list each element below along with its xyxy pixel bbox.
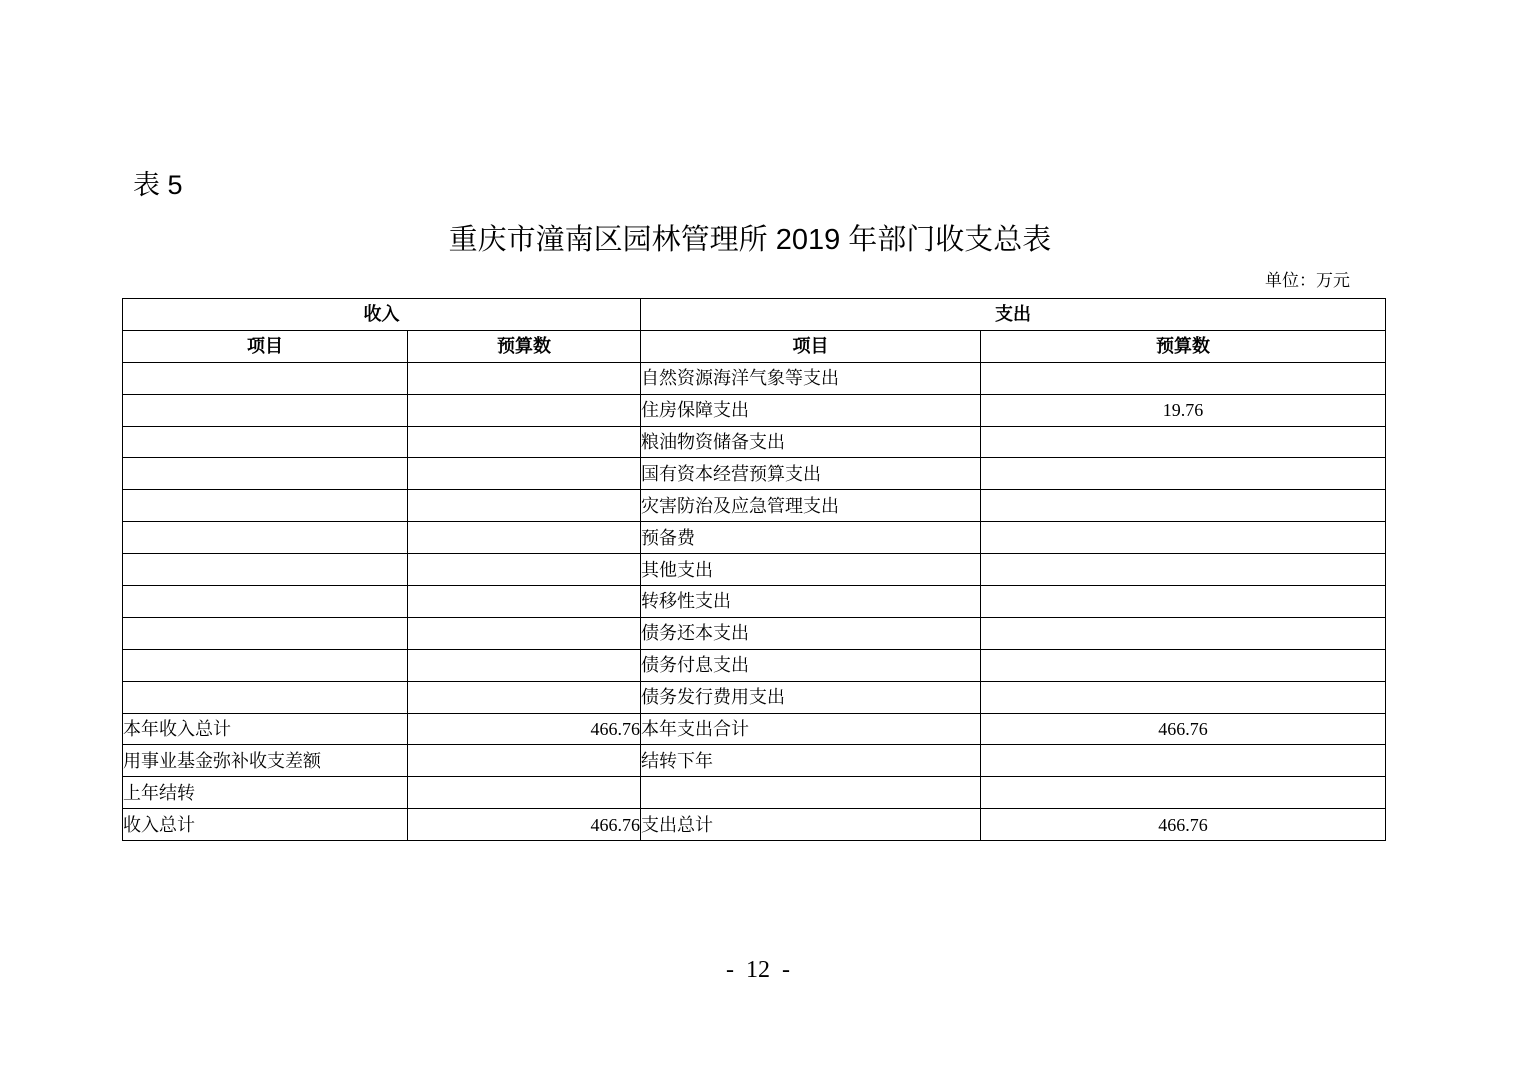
income-item-cell	[123, 458, 408, 490]
total-row	[123, 809, 1386, 841]
table-row	[123, 617, 1386, 649]
expense-group-header: 支出	[641, 299, 1386, 331]
column-header-row	[123, 330, 1386, 362]
income-budget-cell: 466.76	[408, 809, 641, 841]
expense-budget-cell: 466.76	[981, 713, 1386, 745]
expense-item-cell: 支出总计	[641, 809, 981, 841]
expense-budget-cell	[981, 777, 1386, 809]
income-budget-cell	[408, 426, 641, 458]
table-row	[123, 586, 1386, 618]
expense-budget-cell	[981, 681, 1386, 713]
income-item-header: 项目	[123, 330, 408, 362]
income-item-cell	[123, 394, 408, 426]
expense-budget-cell	[981, 649, 1386, 681]
expense-budget-cell: 466.76	[981, 809, 1386, 841]
income-item-cell	[123, 649, 408, 681]
table-row	[123, 490, 1386, 522]
expense-item-cell: 债务付息支出	[641, 649, 981, 681]
expense-budget-cell	[981, 745, 1386, 777]
expense-item-cell: 债务发行费用支出	[641, 681, 981, 713]
expense-budget-cell	[981, 426, 1386, 458]
income-item-cell	[123, 426, 408, 458]
expense-item-cell: 其他支出	[641, 554, 981, 586]
expense-budget-cell	[981, 554, 1386, 586]
page-number: - 12 -	[726, 957, 790, 983]
expense-budget-cell	[981, 490, 1386, 522]
expense-item-header: 项目	[641, 330, 981, 362]
table-row	[123, 522, 1386, 554]
table-label: 表 5	[133, 170, 183, 200]
income-item-cell	[123, 522, 408, 554]
table-row	[123, 649, 1386, 681]
expense-item-cell: 住房保障支出	[641, 394, 981, 426]
income-budget-cell	[408, 554, 641, 586]
income-budget-cell	[408, 362, 641, 394]
expense-item-cell: 转移性支出	[641, 586, 981, 618]
income-budget-cell	[408, 490, 641, 522]
table-row	[123, 777, 1386, 809]
income-item-cell: 本年收入总计	[123, 713, 408, 745]
income-item-cell	[123, 554, 408, 586]
income-budget-cell	[408, 586, 641, 618]
expense-budget-cell	[981, 362, 1386, 394]
group-header-row	[123, 299, 1386, 331]
table-row	[123, 426, 1386, 458]
table-row	[123, 554, 1386, 586]
expense-item-cell: 结转下年	[641, 745, 981, 777]
income-budget-cell	[408, 777, 641, 809]
income-item-cell	[123, 617, 408, 649]
income-budget-header: 预算数	[408, 330, 641, 362]
expense-item-cell: 债务还本支出	[641, 617, 981, 649]
income-item-cell: 用事业基金弥补收支差额	[123, 745, 408, 777]
expense-budget-cell: 19.76	[981, 394, 1386, 426]
table-row	[123, 458, 1386, 490]
income-item-cell	[123, 586, 408, 618]
income-group-header: 收入	[123, 299, 641, 331]
income-budget-cell: 466.76	[408, 713, 641, 745]
income-budget-cell	[408, 394, 641, 426]
income-item-cell	[123, 490, 408, 522]
budget-table	[122, 298, 1386, 841]
expense-budget-cell	[981, 458, 1386, 490]
table-row	[123, 681, 1386, 713]
expense-item-cell: 自然资源海洋气象等支出	[641, 362, 981, 394]
income-item-cell: 上年结转	[123, 777, 408, 809]
income-budget-cell	[408, 458, 641, 490]
table-row	[123, 745, 1386, 777]
income-budget-cell	[408, 649, 641, 681]
expense-item-cell	[641, 777, 981, 809]
income-item-cell: 收入总计	[123, 809, 408, 841]
expense-item-cell: 本年支出合计	[641, 713, 981, 745]
document-title: 重庆市潼南区园林管理所 2019 年部门收支总表	[448, 224, 1052, 256]
subtotal-row	[123, 713, 1386, 745]
expense-budget-cell	[981, 617, 1386, 649]
income-item-cell	[123, 362, 408, 394]
expense-item-cell: 灾害防治及应急管理支出	[641, 490, 981, 522]
expense-item-cell: 预备费	[641, 522, 981, 554]
unit-label: 单位：万元	[1265, 271, 1350, 290]
income-budget-cell	[408, 522, 641, 554]
expense-item-cell: 粮油物资储备支出	[641, 426, 981, 458]
income-budget-cell	[408, 745, 641, 777]
expense-item-cell: 国有资本经营预算支出	[641, 458, 981, 490]
income-budget-cell	[408, 681, 641, 713]
expense-budget-cell	[981, 522, 1386, 554]
table-row	[123, 362, 1386, 394]
income-budget-cell	[408, 617, 641, 649]
income-item-cell	[123, 681, 408, 713]
expense-budget-cell	[981, 586, 1386, 618]
expense-budget-header: 预算数	[981, 330, 1386, 362]
table-row	[123, 394, 1386, 426]
